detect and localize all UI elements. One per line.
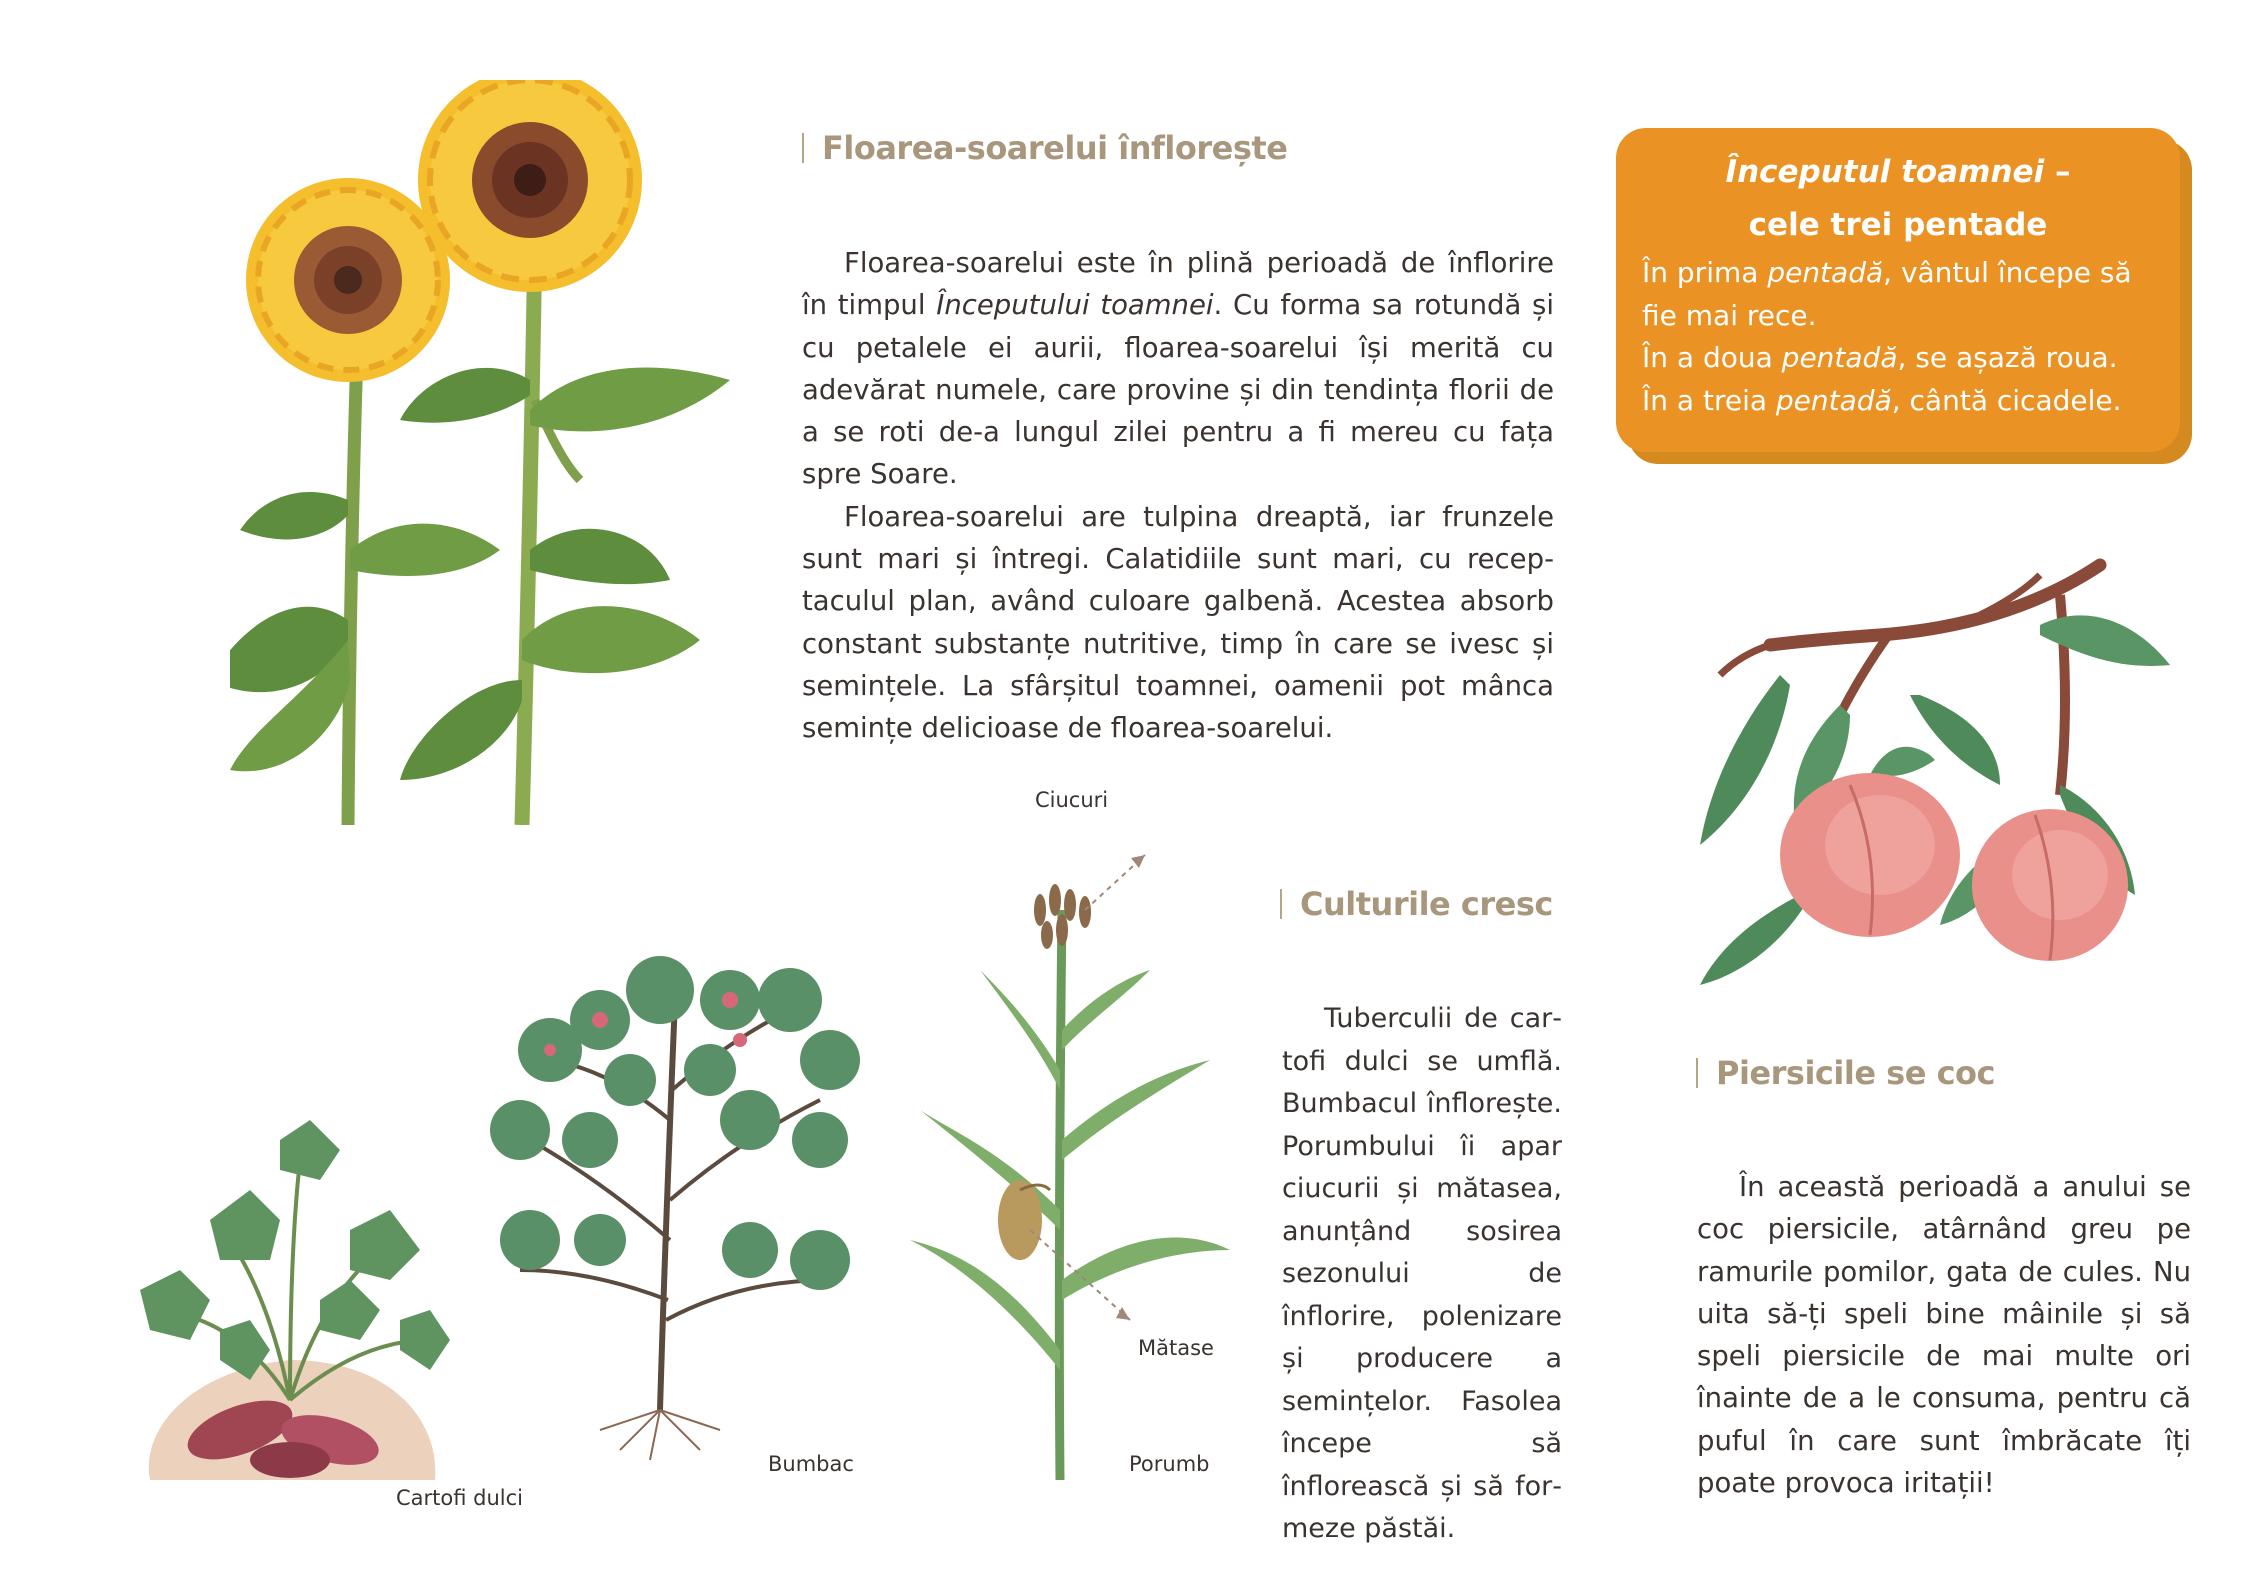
sunflower-paragraph-2: Floarea-soarelui are tulpina dreaptă, iar frunzele sunt mari și întregi. Calatidiile sunt mari, cu receptaculul plan, având culoare galbenă. Acestea absorb constant substanțe nutritive, timp în care se ivesc și semințele. La sfârșitul toamnei, oamenii pot mânca semințe delicioase de floarea-soarelui. <box>802 500 1554 745</box>
label-porumb: Porumb <box>1129 1452 1210 1476</box>
callout-line-1: În prima pentadă, vântul începe să fie mai rece. <box>1642 256 2132 332</box>
sunflower-paragraph-1: Floarea-soarelui este în plină perioadă de înflorire în timpul Începutului toamnei. Cu forma sa rotundă și cu petalele ei aurii, floarea-soarelui își merită cu adevărat numele, care provine și din tendința florii de a se roti de-a lungul zilei pentru a fi mereu cu fața spre Soare. <box>802 247 1555 491</box>
sweet-potato-illustration <box>120 1100 460 1480</box>
heading-bar <box>802 133 804 163</box>
sunflower-section-body <box>802 242 1554 750</box>
label-cartofi-dulci: Cartofi dulci <box>396 1486 524 1510</box>
peach-branch-illustration <box>1680 555 2200 1035</box>
heading-bar <box>1696 1058 1698 1088</box>
sunflower-section-title: Floarea-soarelui înflorește <box>802 128 1287 168</box>
label-bumbac: Bumbac <box>768 1452 854 1476</box>
crops-section-body <box>1282 998 1562 1551</box>
crops-section-title: Culturile cresc <box>1280 884 1553 924</box>
peach-paragraph: În această perioadă a anului se coc piersicile, atârnând greu pe ramurile pomilor, gata de cules. Nu uita să-ți speli bine mâinile și să speli piersicile de mai multe ori înainte de a le consuma, pentru că puful în care sunt îmbrăcate îți poate provoca iritații! <box>1697 1171 2191 1500</box>
label-ciucuri: Ciucuri <box>1035 788 1109 812</box>
peach-section-body <box>1697 1166 2191 1504</box>
cotton-illustration <box>490 940 880 1470</box>
callout-line-2: În a doua pentadă, se așază roua. <box>1642 341 2118 374</box>
sunflower-illustration <box>230 80 750 825</box>
label-matase: Mătase <box>1138 1336 1214 1360</box>
peach-section-title: Piersicile se coc <box>1696 1053 1995 1093</box>
crops-paragraph: Tuberculii de cartofi dulci se umflă. Bumbacul înflorește. Porumbului îi apar ciucurii și mătasea, anunțând sosirea sezonului de înflorire, polenizare și producere a semințelor. Fasolea începe să înflorească și să formeze păstăi. <box>1282 1003 1562 1544</box>
callout-title: Începutul toamnei – cele trei pentade <box>1725 154 2071 243</box>
heading-bar <box>1280 889 1282 919</box>
callout-box <box>1616 128 2180 452</box>
corn-illustration <box>890 850 1230 1480</box>
callout-line-3: În a treia pentadă, cântă cicadele. <box>1642 383 2122 417</box>
